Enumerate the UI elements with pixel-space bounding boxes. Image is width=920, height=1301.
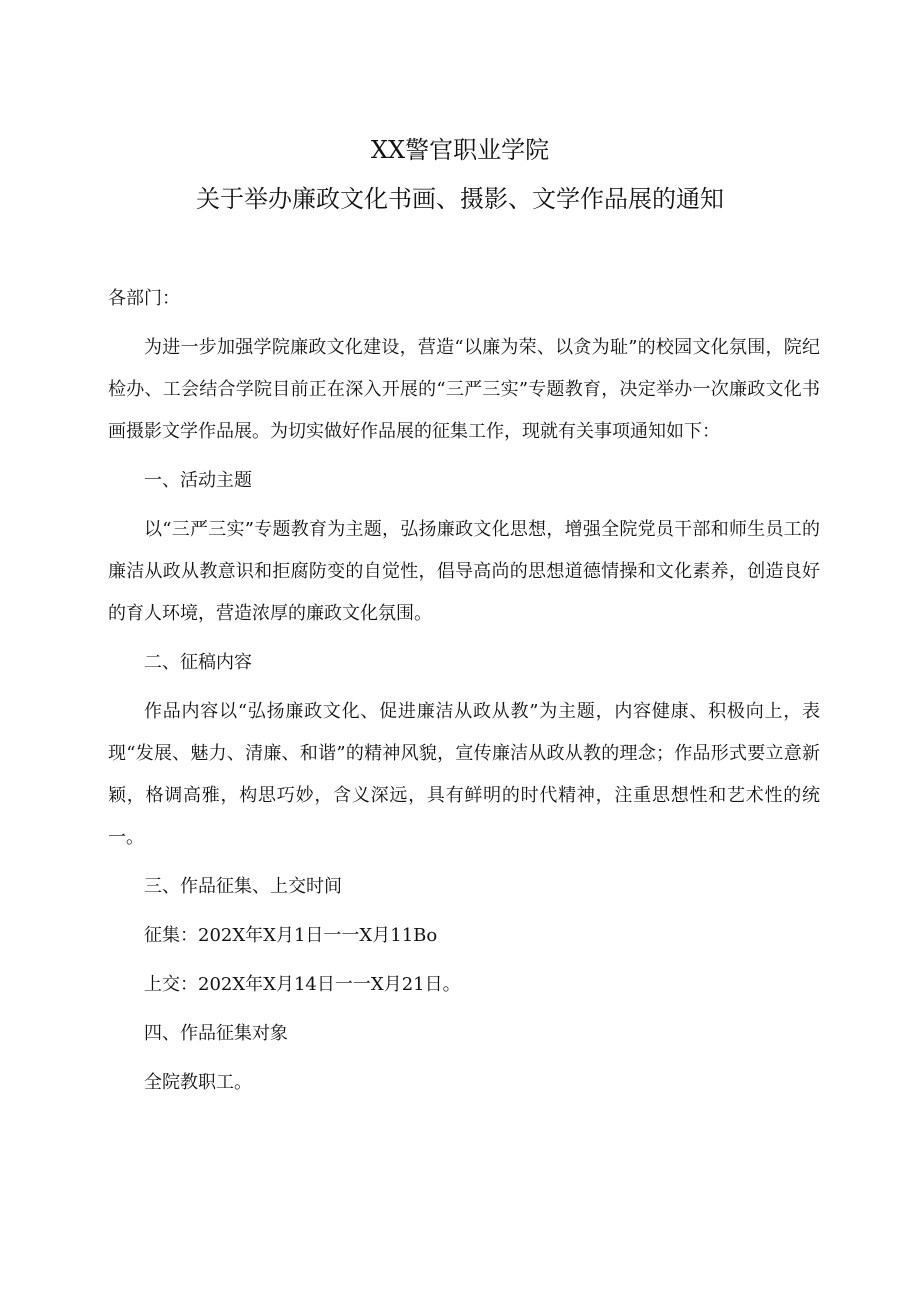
section-1-paragraph: 以“三严三实”专题教育为主题，弘扬廉政文化思想，增强全院党员干部和师生员工的廉洁从政从教意识和拒腐防变的自觉性，倡导高尚的思想道德情操和文化素养，创造良好的育人环境，营造浓厚的廉政文化氛围。 [108,519,820,624]
document-title-institution: XX警官职业学院 [370,136,550,164]
document-body [108,278,820,1111]
section-3-heading: 三、作品征集、上交时间 [144,876,342,897]
section-2-paragraph: 作品内容以“弘扬廉政文化、促进廉洁从政从教”为主题，内容健康、积极向上，表现“发展、魅力、清廉、和谐”的精神风貌，宣传廉洁从政从教的理念；作品形式要立意新颖，格调高雅，构思巧妙，含义深远，具有鲜明的时代精神，注重思想性和艺术性的统一。 [108,701,820,848]
intro-paragraph: 为进一步加强学院廉政文化建设，营造“以廉为荣、以贪为耻”的校园文化氛围，院纪检办、工会结合学院目前正在深入开展的“三严三实”专题教育，决定举办一次廉政文化书画摄影文学作品展。为切实做好作品展的征集工作，现就有关事项通知如下： [108,337,820,442]
section-3-collect-period: 征集：202X年X月1日一一X月11Bo [144,925,438,946]
section-2-heading: 二、征稿内容 [144,652,252,673]
section-3-submit-period: 上交：202X年X月14日一一X月21日。 [144,974,461,995]
salutation: 各部门： [108,288,180,309]
document-title-notice: 关于举办廉政文化书画、摄影、文学作品展的通知 [196,185,724,213]
section-4-heading: 四、作品征集对象 [144,1023,288,1044]
section-1-heading: 一、活动主题 [144,470,252,491]
section-4-paragraph: 全院教职工。 [144,1072,252,1093]
